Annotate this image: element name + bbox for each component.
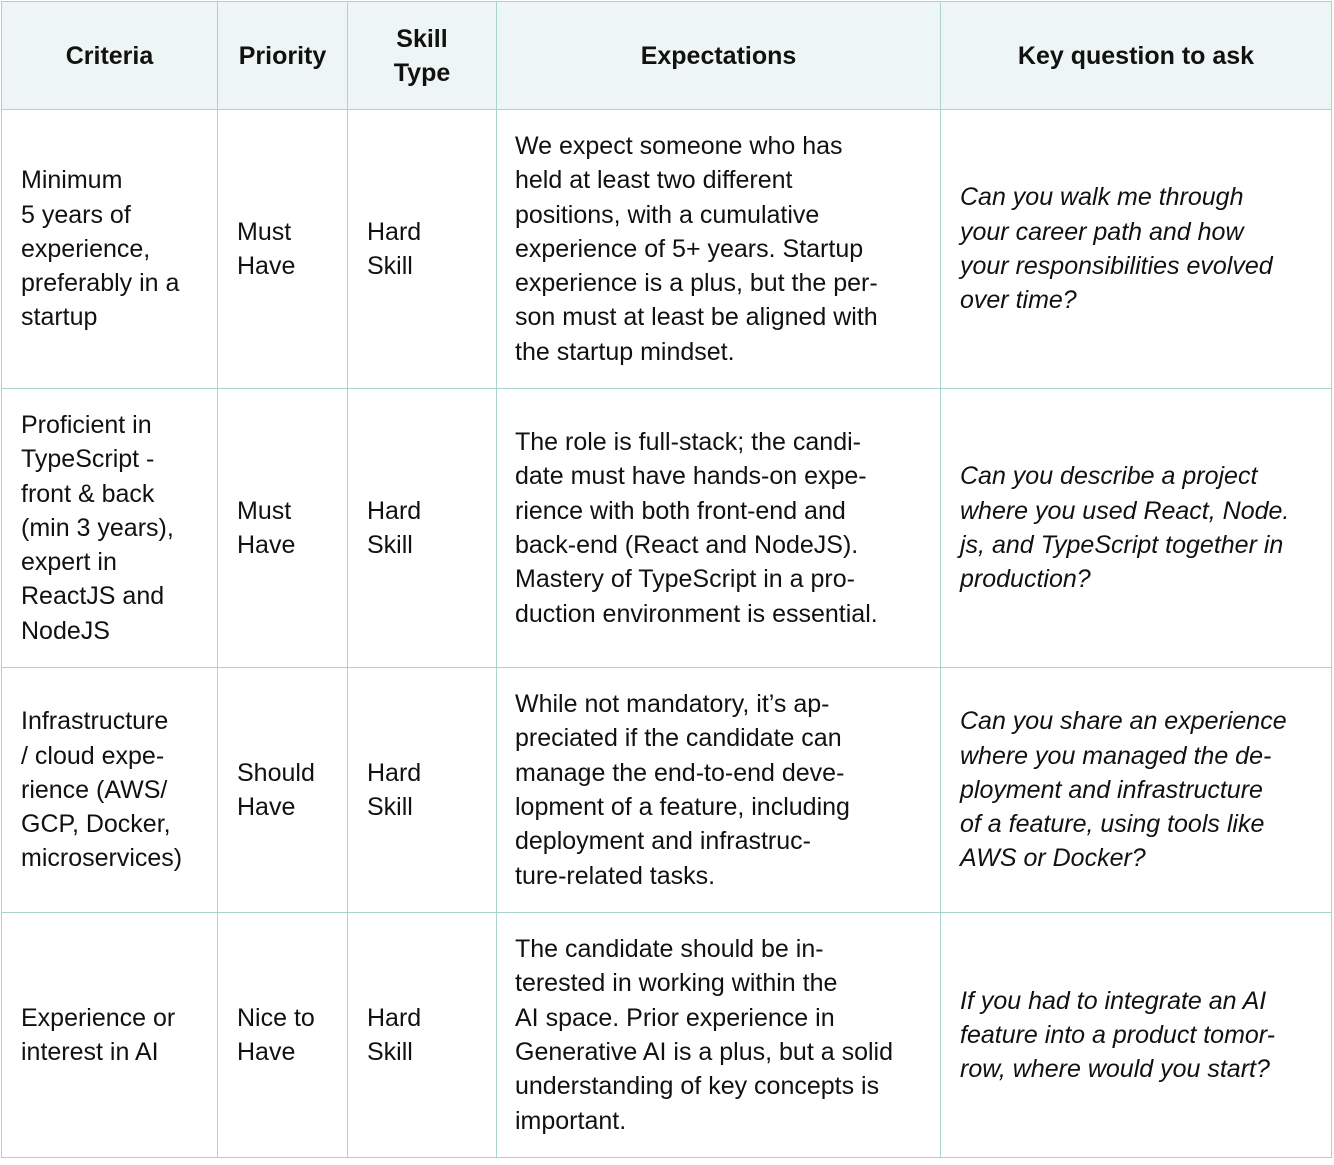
cell-text-line: experience of 5+ years. Startup (515, 234, 864, 263)
question-cell (941, 668, 1332, 913)
cell-text-line: Skill (367, 1038, 413, 1066)
cell-text-line: While not mandatory, it’s ap- (515, 690, 830, 719)
cell-text-line: where you managed the de- (960, 741, 1272, 770)
cell-text-line: Experience or (21, 1003, 176, 1032)
cell-text-line: Can you share an experience (960, 707, 1287, 736)
cell-text-line: Have (237, 793, 296, 821)
question-cell (941, 389, 1332, 668)
cell-text-line: ture-related tasks. (515, 861, 716, 890)
cell-text-line: experience, (21, 234, 151, 263)
cell-text-line: ployment and infrastructure (960, 775, 1263, 804)
criteria-cell (2, 913, 218, 1158)
cell-text-line: js, and TypeScript together in (960, 531, 1284, 559)
cell-text-line: front & back (21, 479, 155, 508)
cell-text-line: experience is a plus, but the per- (515, 269, 878, 298)
cell-text-line: positions, with a cumulative (515, 200, 820, 229)
cell-text-line: son must at least be aligned with (515, 303, 878, 332)
cell-text-line: Hard (367, 758, 422, 787)
cell-text-line: back-end (React and NodeJS). (515, 531, 859, 559)
expectations-cell (497, 668, 941, 913)
cell-text-line: of a feature, using tools like (960, 810, 1265, 839)
cell-text-line: Infrastructure (21, 707, 169, 736)
cell-text-line: If you had to integrate an AI (960, 986, 1267, 1015)
cell-text-line: We expect someone who has (515, 131, 843, 160)
cell-text-line: preferably in a (21, 269, 180, 298)
cell-text-line: duction environment is essential. (515, 599, 878, 628)
cell-text-line: your career path and how (960, 217, 1244, 246)
cell-text-line: Should (237, 758, 315, 787)
cell-text-line: AWS or Docker? (960, 844, 1146, 873)
cell-text-line: terested in working within the (515, 969, 838, 998)
cell-text-line: ReactJS and (21, 582, 165, 611)
cell-text-line: feature into a product tomor- (960, 1020, 1275, 1049)
header-skill-type (348, 2, 497, 110)
header-expectations: Expectations (497, 2, 941, 110)
cell-text-line: deployment and infrastruc- (515, 827, 811, 856)
cell-text-line: (min 3 years), (21, 513, 174, 542)
cell-text-line: Skill (367, 252, 413, 280)
cell-text-line: Must (237, 217, 292, 246)
table-row (2, 668, 1332, 913)
table-row (2, 913, 1332, 1158)
expectations-cell (497, 913, 941, 1158)
header-priority: Priority (218, 2, 348, 110)
cell-text-line: GCP, Docker, (21, 810, 171, 839)
priority-cell (218, 913, 348, 1158)
cell-text-line: row, where would you start? (960, 1055, 1270, 1084)
cell-text-line: lopment of a feature, including (515, 793, 850, 821)
cell-text-line: date must have hands-on expe- (515, 462, 867, 491)
question-cell (941, 913, 1332, 1158)
cell-text-line: 5 years of (21, 200, 131, 229)
cell-text-line: production? (960, 565, 1091, 594)
cell-text-line: TypeScript - (21, 445, 155, 474)
cell-text-line: expert in (21, 548, 117, 577)
cell-text-line: where you used React, Node. (960, 496, 1290, 525)
criteria-cell (2, 110, 218, 389)
cell-text-line: Can you describe a project (960, 462, 1258, 491)
cell-text-line: Hard (367, 496, 422, 525)
cell-text-line: Can you walk me through (960, 183, 1244, 212)
criteria-cell (2, 389, 218, 668)
cell-text-line: the startup mindset. (515, 337, 735, 366)
expectations-cell (497, 110, 941, 389)
priority-cell (218, 389, 348, 668)
header-skill-type-line: Type (393, 58, 451, 87)
expectations-cell (497, 389, 941, 668)
criteria-table (1, 1, 1332, 1158)
cell-text-line: manage the end-to-end deve- (515, 758, 845, 787)
skill-type-cell (348, 668, 497, 913)
cell-text-line: Have (237, 252, 296, 280)
cell-text-line: preciated if the candidate can (515, 724, 842, 753)
header-row (2, 2, 1332, 110)
cell-text-line: Hard (367, 217, 422, 246)
cell-text-line: The candidate should be in- (515, 935, 824, 964)
cell-text-line: your responsibilities evolved (960, 252, 1273, 280)
skill-type-cell (348, 389, 497, 668)
cell-text-line: Mastery of TypeScript in a pro- (515, 565, 855, 594)
cell-text-line: / cloud expe- (21, 741, 165, 770)
cell-text-line: important. (515, 1106, 627, 1135)
cell-text-line: Skill (367, 793, 413, 821)
cell-text-line: Hard (367, 1003, 422, 1032)
cell-text-line: The role is full-stack; the candi- (515, 428, 861, 457)
cell-text-line: Proficient in (21, 410, 152, 439)
cell-text-line: Have (237, 531, 296, 559)
skill-type-cell (348, 110, 497, 389)
cell-text-line: Generative AI is a plus, but a solid (515, 1038, 893, 1066)
header-key-question: Key question to ask (941, 2, 1332, 110)
cell-text-line: rience with both front-end and (515, 496, 846, 525)
cell-text-line: NodeJS (21, 616, 110, 645)
header-criteria: Criteria (2, 2, 218, 110)
table-row (2, 110, 1332, 389)
question-cell (941, 110, 1332, 389)
cell-text-line: interest in AI (21, 1038, 159, 1066)
cell-text-line: over time? (960, 286, 1077, 315)
cell-text-line: rience (AWS/ (21, 775, 168, 804)
cell-text-line: held at least two different (515, 166, 793, 195)
cell-text-line: Must (237, 496, 292, 525)
cell-text-line: startup (21, 303, 98, 332)
priority-cell (218, 668, 348, 913)
criteria-cell (2, 668, 218, 913)
cell-text-line: Have (237, 1038, 296, 1066)
cell-text-line: Minimum (21, 166, 123, 195)
cell-text-line: Nice to (237, 1003, 315, 1032)
header-skill-type-line: Skill (396, 24, 448, 53)
cell-text-line: AI space. Prior experience in (515, 1003, 835, 1032)
table-row (2, 389, 1332, 668)
cell-text-line: microservices) (21, 844, 183, 873)
priority-cell (218, 110, 348, 389)
cell-text-line: understanding of key concepts is (515, 1072, 880, 1101)
skill-type-cell (348, 913, 497, 1158)
cell-text-line: Skill (367, 531, 413, 559)
